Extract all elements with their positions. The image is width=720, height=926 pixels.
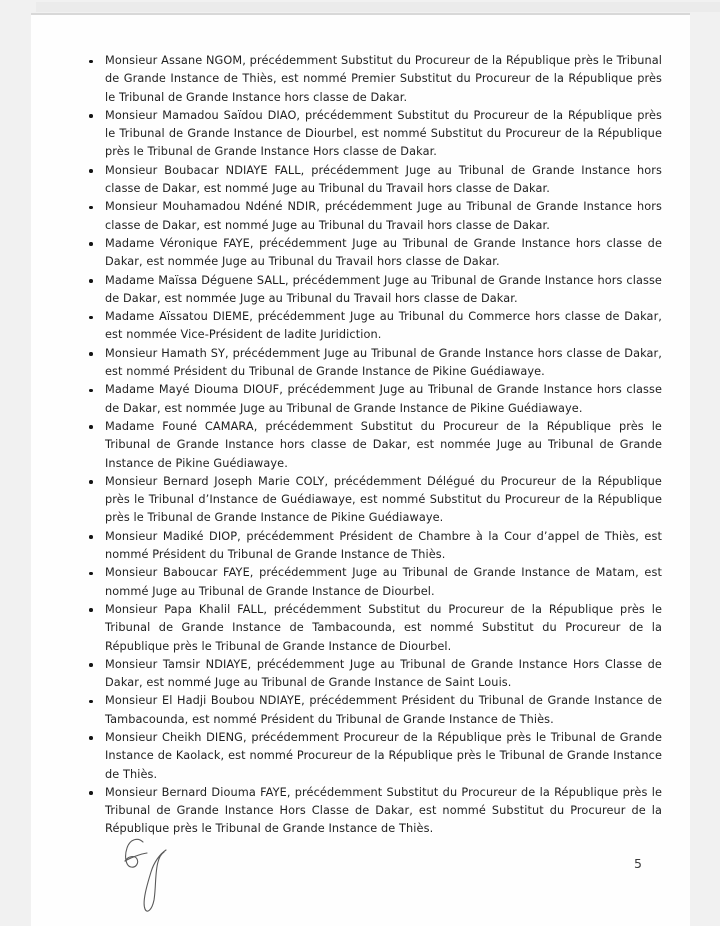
appointment-item: Monsieur Assane NGOM, précédemment Substitut du Procureur de la République près le Tribunal de Grande Instance de Thiès, est nommé Premier Substitut du Procureur de la République près le Tribunal de Grande Instance hors classe de Dakar.: [105, 52, 662, 107]
appointment-item: Monsieur Boubacar NDIAYE FALL, précédemment Juge au Tribunal de Grande Instance hors classe de Dakar, est nommé Juge au Tribunal du Travail hors classe de Dakar.: [105, 162, 662, 199]
appointment-item: Monsieur Bernard Diouma FAYE, précédemment Substitut du Procureur de la République près le Tribunal de Grande Instance Hors Classe de Dakar, est nommé Substitut du Procureur de la République près le Tribunal de Grande Instance de Thiès.: [105, 784, 662, 839]
appointment-item: Monsieur El Hadji Boubou NDIAYE, précédemment Président du Tribunal de Grande Instance de Tambacounda, est nommé Président du Tribunal de Grande Instance de Thiès.: [105, 692, 662, 729]
appointment-item: Madame Aïssatou DIEME, précédemment Juge au Tribunal du Commerce hors classe de Dakar, est nommée Vice-Président de ladite Juridiction.: [105, 308, 662, 345]
appointment-item: Monsieur Hamath SY, précédemment Juge au Tribunal de Grande Instance hors classe de Dakar, est nommé Président du Tribunal de Grande Instance de Pikine Guédiawaye.: [105, 345, 662, 382]
document-page: [31, 13, 690, 926]
appointment-item: Monsieur Cheikh DIENG, précédemment Procureur de la République près le Tribunal de Grande Instance de Kaolack, est nommé Procureur de la République près le Tribunal de Grande Instance de Thiès.: [105, 729, 662, 784]
appointment-item: Madame Véronique FAYE, précédemment Juge au Tribunal de Grande Instance hors classe de Dakar, est nommée Juge au Tribunal du Travail hors classe de Dakar.: [105, 235, 662, 272]
signature-icon: [114, 836, 172, 920]
appointment-item: Monsieur Mouhamadou Ndéné NDIR, précédemment Juge au Tribunal de Grande Instance hors classe de Dakar, est nommé Juge au Tribunal du Travail hors classe de Dakar.: [105, 198, 662, 235]
appointment-item: Madame Mayé Diouma DIOUF, précédemment Juge au Tribunal de Grande Instance hors classe de Dakar, est nommée Juge au Tribunal de Grande Instance de Pikine Guédiawaye.: [105, 381, 662, 418]
appointment-item: Monsieur Papa Khalil FALL, précédemment Substitut du Procureur de la République près le Tribunal de Grande Instance de Tambacounda, est nommé Substitut du Procureur de la République près le Tribunal de Grande Instance de Diourbel.: [105, 601, 662, 656]
appointment-item: Monsieur Tamsir NDIAYE, précédemment Juge au Tribunal de Grande Instance Hors Classe de Dakar, est nommé Juge au Tribunal de Grande Instance de Saint Louis.: [105, 656, 662, 693]
appointment-item: Madame Maïssa Déguene SALL, précédemment Juge au Tribunal de Grande Instance hors classe de Dakar, est nommée Juge au Tribunal du Travail hors classe de Dakar.: [105, 272, 662, 309]
page-number: 5: [634, 856, 642, 871]
appointment-item: Madame Founé CAMARA, précédemment Substitut du Procureur de la République près le Tribunal de Grande Instance hors classe de Dakar, est nommée Juge au Tribunal de Grande Instance de Pikine Guédiawaye.: [105, 418, 662, 473]
appointments-list: [31, 15, 690, 839]
appointment-item: Monsieur Baboucar FAYE, précédemment Juge au Tribunal de Grande Instance de Matam, est nommé Juge au Tribunal de Grande Instance de Diourbel.: [105, 564, 662, 601]
scan-edge-band: [36, 2, 720, 12]
appointment-item: Monsieur Madiké DIOP, précédemment Président de Chambre à la Cour d’appel de Thiès, est nommé Président du Tribunal de Grande Instance de Thiès.: [105, 528, 662, 565]
appointment-item: Monsieur Bernard Joseph Marie COLY, précédemment Délégué du Procureur de la République près le Tribunal d’Instance de Guédiawaye, est nommé Substitut du Procureur de la République près le Tribunal de Grande Instance de Pikine Guédiawaye.: [105, 473, 662, 528]
appointment-item: Monsieur Mamadou Saïdou DIAO, précédemment Substitut du Procureur de la République près le Tribunal de Grande Instance de Diourbel, est nommé Substitut du Procureur de la République près le Tribunal de Grande Instance Hors classe de Dakar.: [105, 107, 662, 162]
